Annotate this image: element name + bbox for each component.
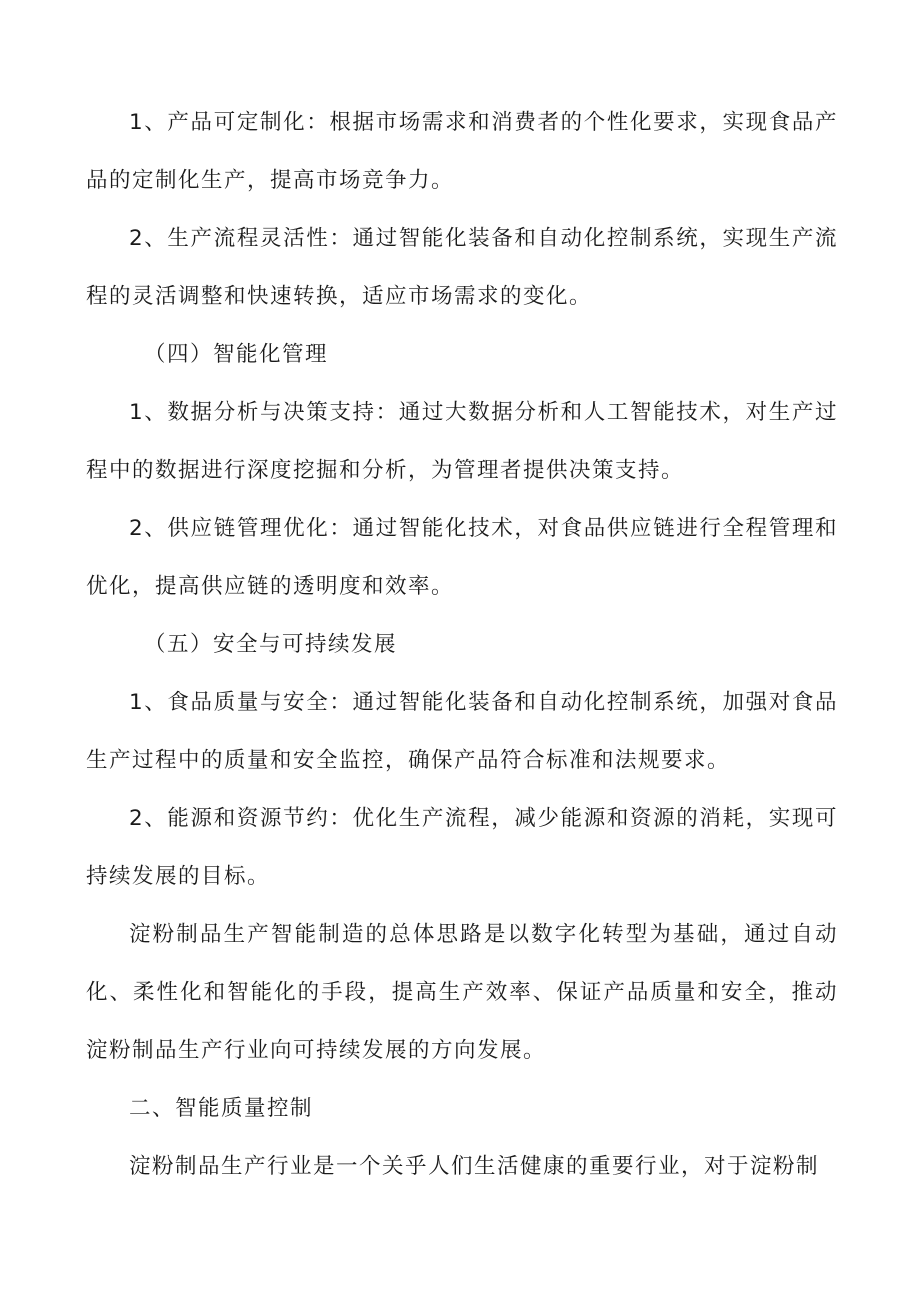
paragraph-food-safety: 1、食品质量与安全：通过智能化装备和自动化控制系统，加强对食品生产过程中的质量和安全监控，确保产品符合标准和法规要求。 <box>86 690 838 773</box>
section-heading-smart-management: （四）智能化管理 <box>144 342 329 367</box>
paragraph-customization: 1、产品可定制化：根据市场需求和消费者的个性化要求，实现食品产品的定制化生产，提高市场竞争力。 <box>86 110 838 193</box>
paragraph-flexibility: 2、生产流程灵活性：通过智能化装备和自动化控制系统，实现生产流程的灵活调整和快速转换，适应市场需求的变化。 <box>86 226 838 309</box>
paragraph-overall-approach: 淀粉制品生产智能制造的总体思路是以数字化转型为基础，通过自动化、柔性化和智能化的手段，提高生产效率、保证产品质量和安全，推动淀粉制品生产行业向可持续发展的方向发展。 <box>86 922 838 1063</box>
paragraph-data-analysis: 1、数据分析与决策支持：通过大数据分析和人工智能技术，对生产过程中的数据进行深度挖掘和分析，为管理者提供决策支持。 <box>86 400 838 483</box>
paragraph-energy-saving: 2、能源和资源节约：优化生产流程，减少能源和资源的消耗，实现可持续发展的目标。 <box>86 806 838 889</box>
section-heading-safety-sustainability: （五）安全与可持续发展 <box>144 632 398 657</box>
paragraph-industry-intro: 淀粉制品生产行业是一个关乎人们生活健康的重要行业，对于淀粉制 <box>129 1154 820 1179</box>
chapter-heading-quality-control: 二、智能质量控制 <box>129 1096 314 1121</box>
document-body <box>86 94 838 1196</box>
paragraph-supply-chain: 2、供应链管理优化：通过智能化技术，对食品供应链进行全程管理和优化，提高供应链的透明度和效率。 <box>86 516 838 599</box>
